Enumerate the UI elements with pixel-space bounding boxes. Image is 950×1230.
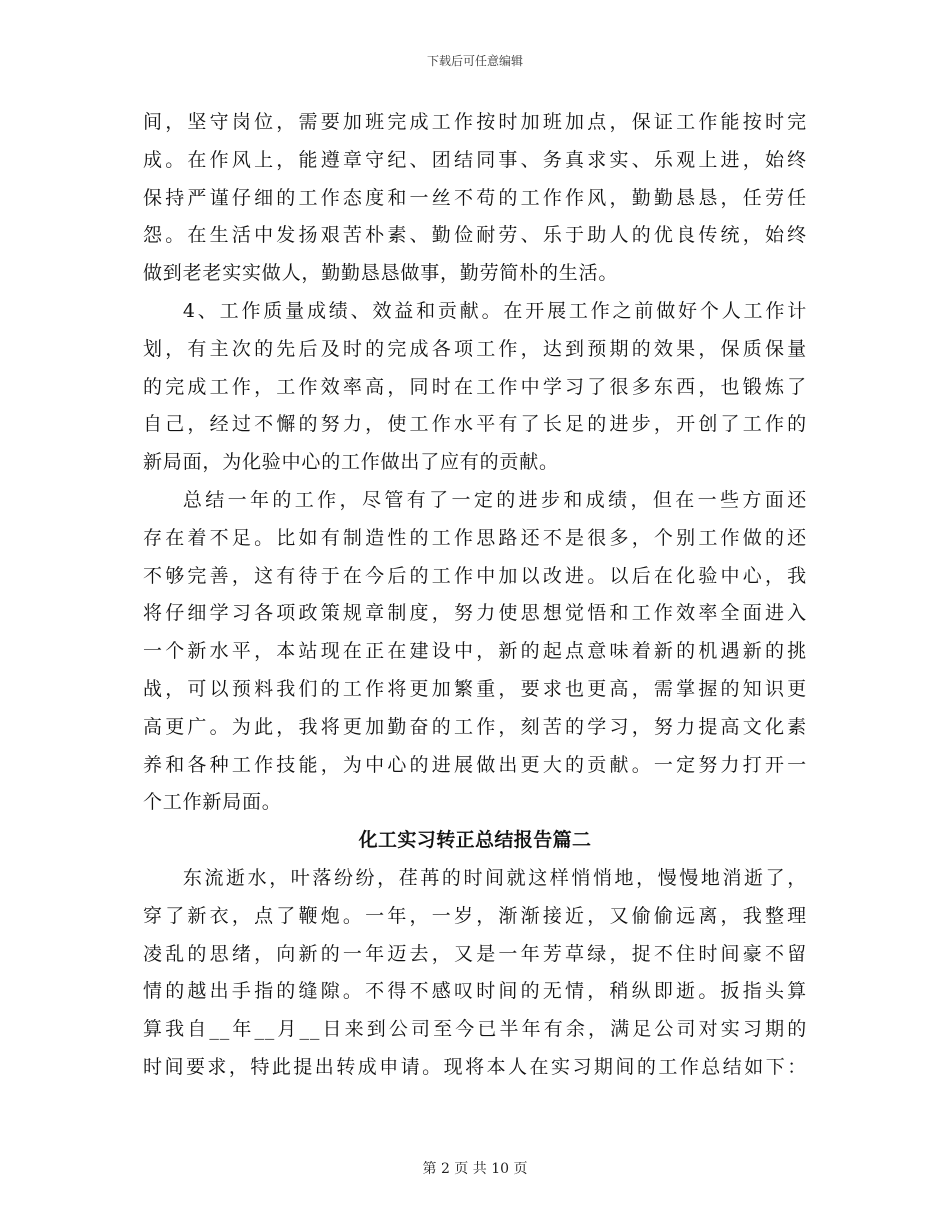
- text-line: 新局面，为化验中心的工作做出了应有的贡献。: [143, 451, 559, 474]
- text-line: 自己，经过不懈的努力，使工作水平有了长足的进步，开创了工作的: [143, 413, 807, 436]
- text-line: 穿了新衣，点了鞭炮。一年，一岁，渐渐接近，又偷偷远离，我整理: [143, 904, 807, 927]
- text-line: 怨。在生活中发扬艰苦朴素、勤俭耐劳、乐于助人的优良传统，始终: [143, 224, 807, 247]
- text-line: 凌乱的思绪，向新的一年迈去，又是一年芳草绿，捉不住时间豪不留: [143, 942, 807, 965]
- text-line: 高更广。为此，我将更加勤奋的工作，刻苦的学习，努力提高文化素: [143, 715, 807, 738]
- text-line: 个工作新局面。: [143, 791, 282, 814]
- text-line: 划，有主次的先后及时的完成各项工作，达到预期的效果，保质保量: [143, 337, 807, 360]
- text-line: 间，坚守岗位，需要加班完成工作按时加班加点，保证工作能按时完: [143, 111, 807, 133]
- page-header: 下载后可任意编辑: [426, 54, 523, 68]
- text-line: 将仔细学习各项政策规章制度，努力使思想觉悟和工作效率全面进入: [143, 602, 807, 625]
- text-line: 成。在作风上，能遵章守纪、团结同事、务真求实、乐观上进，始终: [143, 148, 807, 171]
- text-line: 养和各种工作技能，为中心的进展做出更大的贡献。一定努力打开一: [143, 753, 807, 776]
- section-heading: 化工实习转正总结报告篇二: [358, 829, 592, 852]
- text-line: 总结一年的工作，尽管有了一定的进步和成绩，但在一些方面还: [182, 488, 807, 511]
- text-line: 算我自__年__月__日来到公司至今已半年有余，满足公司对实习期的: [143, 1018, 807, 1041]
- text-line: 的完成工作，工作效率高，同时在工作中学习了很多东西，也锻炼了: [143, 375, 807, 398]
- text-line: 情的越出手指的缝隙。不得不感叹时间的无情，稍纵即逝。扳指头算: [143, 980, 807, 1003]
- text-line: 做到老老实实做人，勤勤恳恳做事，勤劳简朴的生活。: [143, 262, 619, 285]
- text-line: 战，可以预料我们的工作将更加繁重，要求也更高，需掌握的知识更: [143, 677, 807, 700]
- text-line: 存在着不足。比如有制造性的工作思路还不是很多，个别工作做的还: [143, 526, 807, 549]
- page-footer: 第 2 页 共 10 页: [422, 1161, 528, 1177]
- text-line: 一个新水平，本站现在正在建设中，新的起点意味着新的机遇新的挑: [143, 640, 807, 663]
- text-line: 不够完善，这有待于在今后的工作中加以改进。以后在化验中心，我: [143, 564, 807, 587]
- text-line: 时间要求，特此提出转成申请。现将本人在实习期间的工作总结如下：: [143, 1055, 807, 1078]
- text-line: 保持严谨仔细的工作态度和一丝不苟的工作作风，勤勤恳恳，任劳任: [143, 186, 807, 209]
- document-body: [143, 104, 807, 1087]
- text-line: 4、工作质量成绩、效益和贡献。在开展工作之前做好个人工作计: [182, 299, 807, 322]
- text-line: 东流逝水，叶落纷纷，荏苒的时间就这样悄悄地，慢慢地消逝了，: [182, 866, 807, 889]
